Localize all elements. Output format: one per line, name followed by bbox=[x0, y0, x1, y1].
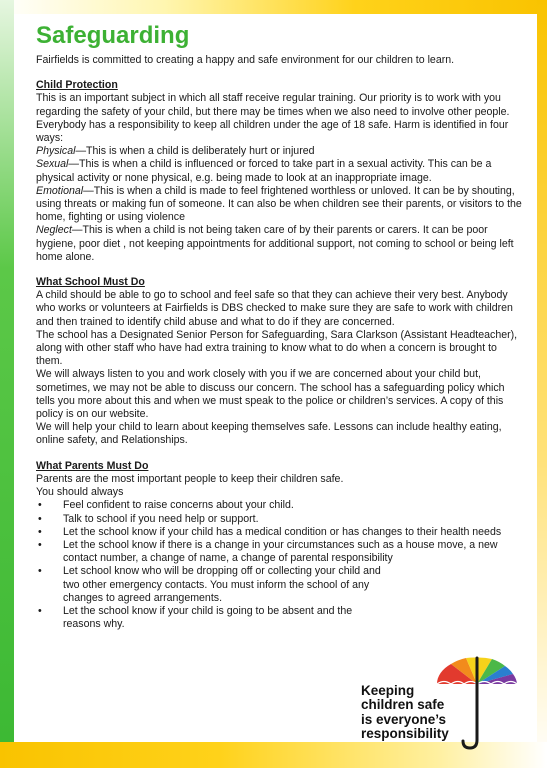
school-paragraph: The school has a Designated Senior Person for Safeguarding, Sara Clarkson (Assistant Headteacher), along with other staff who have had extra training to know what to do when a concern is brought to them. bbox=[36, 328, 518, 368]
harm-type-text: —This is when a child is influenced or forced to take part in a sexual activity. This can be a physical activity or none physical, e.g. being made to look at an inappropriate image. bbox=[36, 158, 492, 184]
slogan-line: Keeping bbox=[361, 683, 415, 698]
harm-type-name: Sexual bbox=[36, 158, 69, 171]
list-item: • Feel confident to raise concerns about your child. bbox=[36, 499, 526, 512]
parents-heading: What Parents Must Do bbox=[36, 459, 149, 472]
harm-type-name: Neglect bbox=[36, 224, 72, 237]
harm-type-text: —This is when a child is not being taken care of by their parents or carers. It can be poor hygiene, poor diet , not keeping appointments for additional support, not coming to school or being left home alone. bbox=[36, 224, 514, 263]
parents-intro: Parents are the most important people to keep their children safe. bbox=[36, 472, 344, 485]
harm-type-emotional bbox=[36, 185, 526, 225]
list-item: • Let the school know if there is a change in your circumstances such as a house move, a new contact number, a change of name, a change of parental responsibility bbox=[36, 539, 526, 565]
top-yellow-border bbox=[0, 0, 547, 14]
intro-text: Fairfields is committed to creating a happy and safe environment for our children to learn. bbox=[36, 54, 455, 66]
harm-type-neglect bbox=[36, 224, 526, 264]
page-title: Safeguarding bbox=[36, 22, 190, 49]
school-paragraph: A child should be able to go to school and feel safe so that they can achieve their very best. Anybody who works or volunteers at Fairfields is DBS checked to make sure they are safe to work with children and then trained to identify child abuse and what to do if they are concerned. bbox=[36, 289, 513, 328]
harm-type-name: Emotional bbox=[36, 184, 84, 197]
school-paragraph: We will always listen to you and work closely with you if we are concerned about your child but, sometimes, we may not be able to discuss our concern. The school has a safeguarding policy which tells you more about this and when we must speak to the police or children’s services. A copy of this policy is on our website. bbox=[36, 368, 505, 421]
list-item: • Talk to school if you need help or support. bbox=[36, 513, 526, 526]
document-body bbox=[36, 22, 526, 631]
slogan-line: responsibility bbox=[361, 726, 449, 742]
left-green-border bbox=[0, 0, 14, 768]
rainbow-umbrella-icon bbox=[434, 656, 520, 752]
school-heading: What School Must Do bbox=[36, 276, 145, 289]
list-item: • Let the school know if your child has a medical condition or has changes to their health needs bbox=[36, 526, 526, 539]
list-item: • Let the school know if your child is going to be absent and the reasons why. bbox=[36, 605, 388, 631]
parents-bullet-list bbox=[36, 499, 526, 631]
child-protection-heading: Child Protection bbox=[36, 79, 118, 92]
list-item: • Let school know who will be dropping off or collecting your child and two other emergency contacts. You must inform the school of any changes to agreed arrangements. bbox=[36, 565, 388, 605]
slogan-line: children safe bbox=[361, 697, 445, 713]
harm-type-name: Physical bbox=[36, 145, 76, 158]
harm-type-text: —This is when a child is deliberately hurt or injured bbox=[75, 145, 315, 158]
child-protection-paragraph: This is an important subject in which all staff receive regular training. Our priority is to work with you regarding the safety of your child, but there may be times when we also need to involve other people. Everybody has a responsibility to keep all children under the age of 18 safe. Harm is identified in four ways: bbox=[36, 92, 510, 145]
right-yellow-border bbox=[537, 0, 547, 768]
parents-you-should: You should always bbox=[36, 486, 124, 499]
harm-type-text: —This is when a child is made to feel frightened worthless or unloved. It can be by shouting, using threats or making fun of someone. It can also be when children see their parents, or visitors to the home, fighting or using violence bbox=[36, 184, 522, 224]
slogan-line: is everyone’s bbox=[361, 711, 447, 727]
harm-type-physical bbox=[36, 145, 526, 158]
harm-type-sexual bbox=[36, 158, 526, 184]
school-paragraph: We will help your child to learn about keeping themselves safe. Lessons can include healthy eating, online safety, and Relationships. bbox=[36, 421, 502, 447]
